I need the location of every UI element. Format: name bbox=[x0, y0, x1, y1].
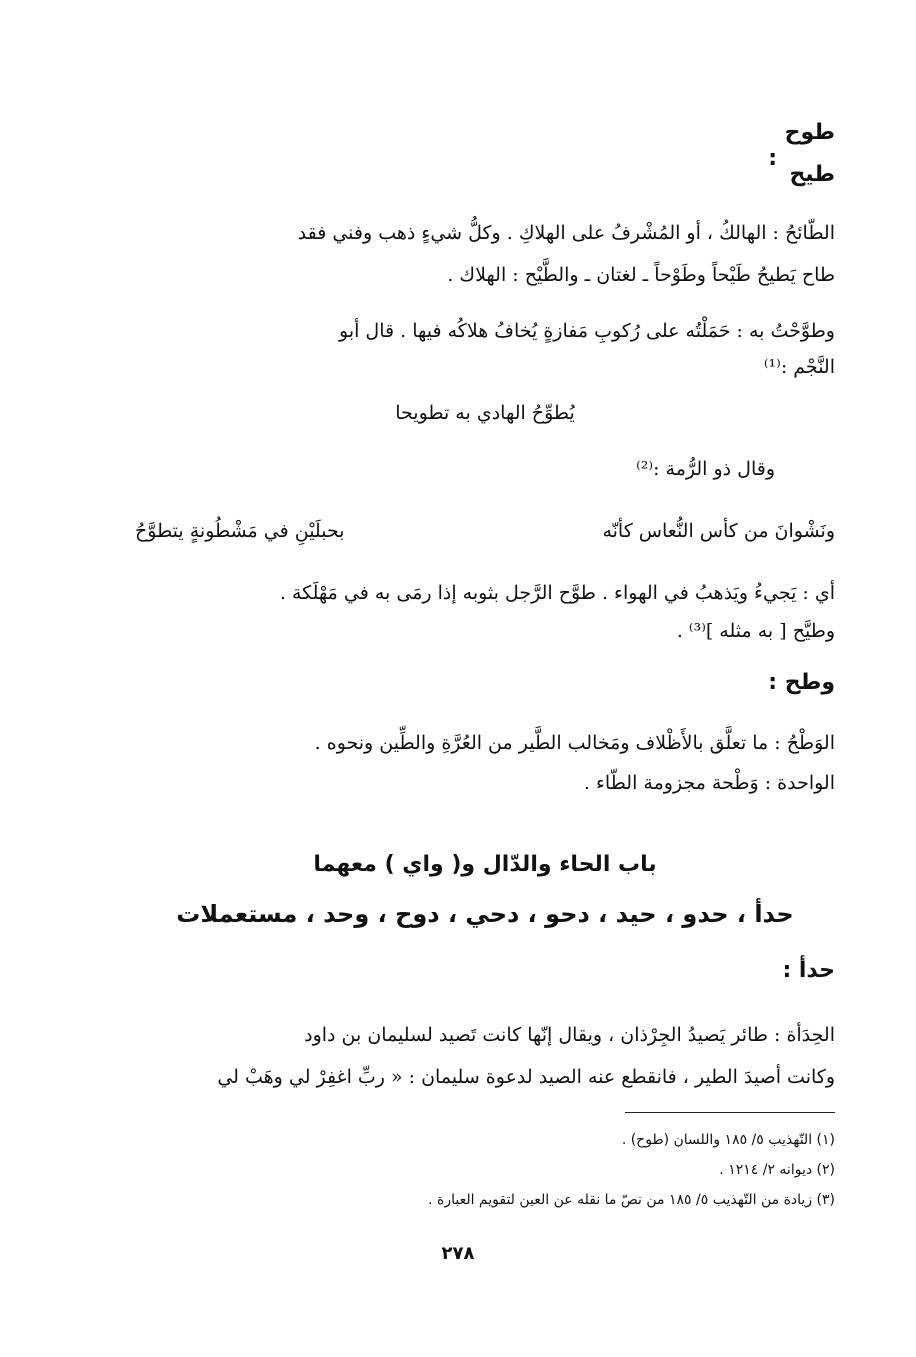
entry-tawh-para1-line2: طاح يَطيحُ طَيْحاً وطَوْحاً ـ لغتان ـ والطَّيْح : الهلاك . bbox=[447, 264, 835, 286]
entry-tawh-para3-line2: وطيَّح [ به مثله ]⁽³⁾ . bbox=[676, 620, 835, 642]
entry-wath-line2: الواحدة : وَطْحة مجزومة الطّاء . bbox=[583, 772, 835, 794]
entry-hada-line1: الحِدَأة : طائر يَصيدُ الجِرْذان ، ويقال إنّها كانت تَصيد لسليمان بن داود bbox=[304, 1024, 835, 1046]
root-header-colon: : bbox=[768, 146, 777, 171]
footnote-2: (٢) ديوانه ٢/ ١٢١٤ . bbox=[719, 1162, 835, 1178]
root-header-tayh: طيح bbox=[789, 162, 835, 187]
entry-tawh-para2-line1: وطوَّحْتُ به : حَمَلْتُه على رُكوبِ مَفازةٍ يُخافُ هلاكُه فيها . قال أبو bbox=[339, 320, 835, 342]
footnote-1: (١) التّهذيب ٥/ ١٨٥ واللسان (طوح) . bbox=[621, 1132, 835, 1148]
verse-dhu-rumma bbox=[135, 520, 835, 542]
footnote-separator bbox=[625, 1112, 835, 1113]
root-header-tawh: طوح bbox=[784, 120, 835, 145]
entry-wath-line1: الوَطْحُ : ما تعلَّق بالأَظْلاف ومَخالب الطَّير من العُرَّةِ والطِّين ونحوه . bbox=[314, 732, 835, 754]
footnote-3: (٣) زيادة من التّهذيب ٥/ ١٨٥ من نصّ ما نقله عن العين لتقويم العبارة . bbox=[428, 1192, 835, 1208]
page-number: ٢٧٨ bbox=[441, 1243, 475, 1264]
verse-hemistich-first: ونَشْوانَ من كأس النُّعاس كأنّه bbox=[602, 520, 835, 542]
chapter-title: باب الحاء والدّال و( واي ) معهما bbox=[313, 852, 657, 877]
verse-abu-najm: يُطوِّحُ الهادي به تطويحا bbox=[395, 402, 575, 424]
entry-tawh-para1-line1: الطّائحُ : الهالكُ ، أو المُشْرفُ على الهلاكِ . وكلُّ شيءٍ ذهب وفني فقد bbox=[297, 222, 835, 244]
entry-hada-line2: وكانت أصيدَ الطير ، فانقطع عنه الصيد لدعوة سليمان : « ربِّ اغفِرْ لي وهَبْ لي bbox=[217, 1066, 835, 1088]
root-header-wath: وطح : bbox=[768, 670, 835, 695]
root-header-hada: حدأ : bbox=[782, 958, 835, 983]
verse-intro-dhu-rumma: وقال ذو الرُّمة :⁽²⁾ bbox=[636, 458, 775, 480]
verse-hemistich-second: بحبلَيْنِ في مَشْطُونةٍ يتطوَّحُ bbox=[135, 520, 345, 542]
entry-tawh-para2-line2: النَّجْم :⁽¹⁾ bbox=[763, 356, 835, 378]
entry-tawh-para3-line1: أي : يَجيءُ ويَذهبُ في الهواء . طوَّح الرَّجل بثوبه إذا رمَى به في مَهْلَكة . bbox=[279, 582, 835, 604]
chapter-roots: حدأ ، حدو ، حيد ، دحو ، دحي ، دوح ، وحد ، مستعملات bbox=[176, 900, 794, 928]
